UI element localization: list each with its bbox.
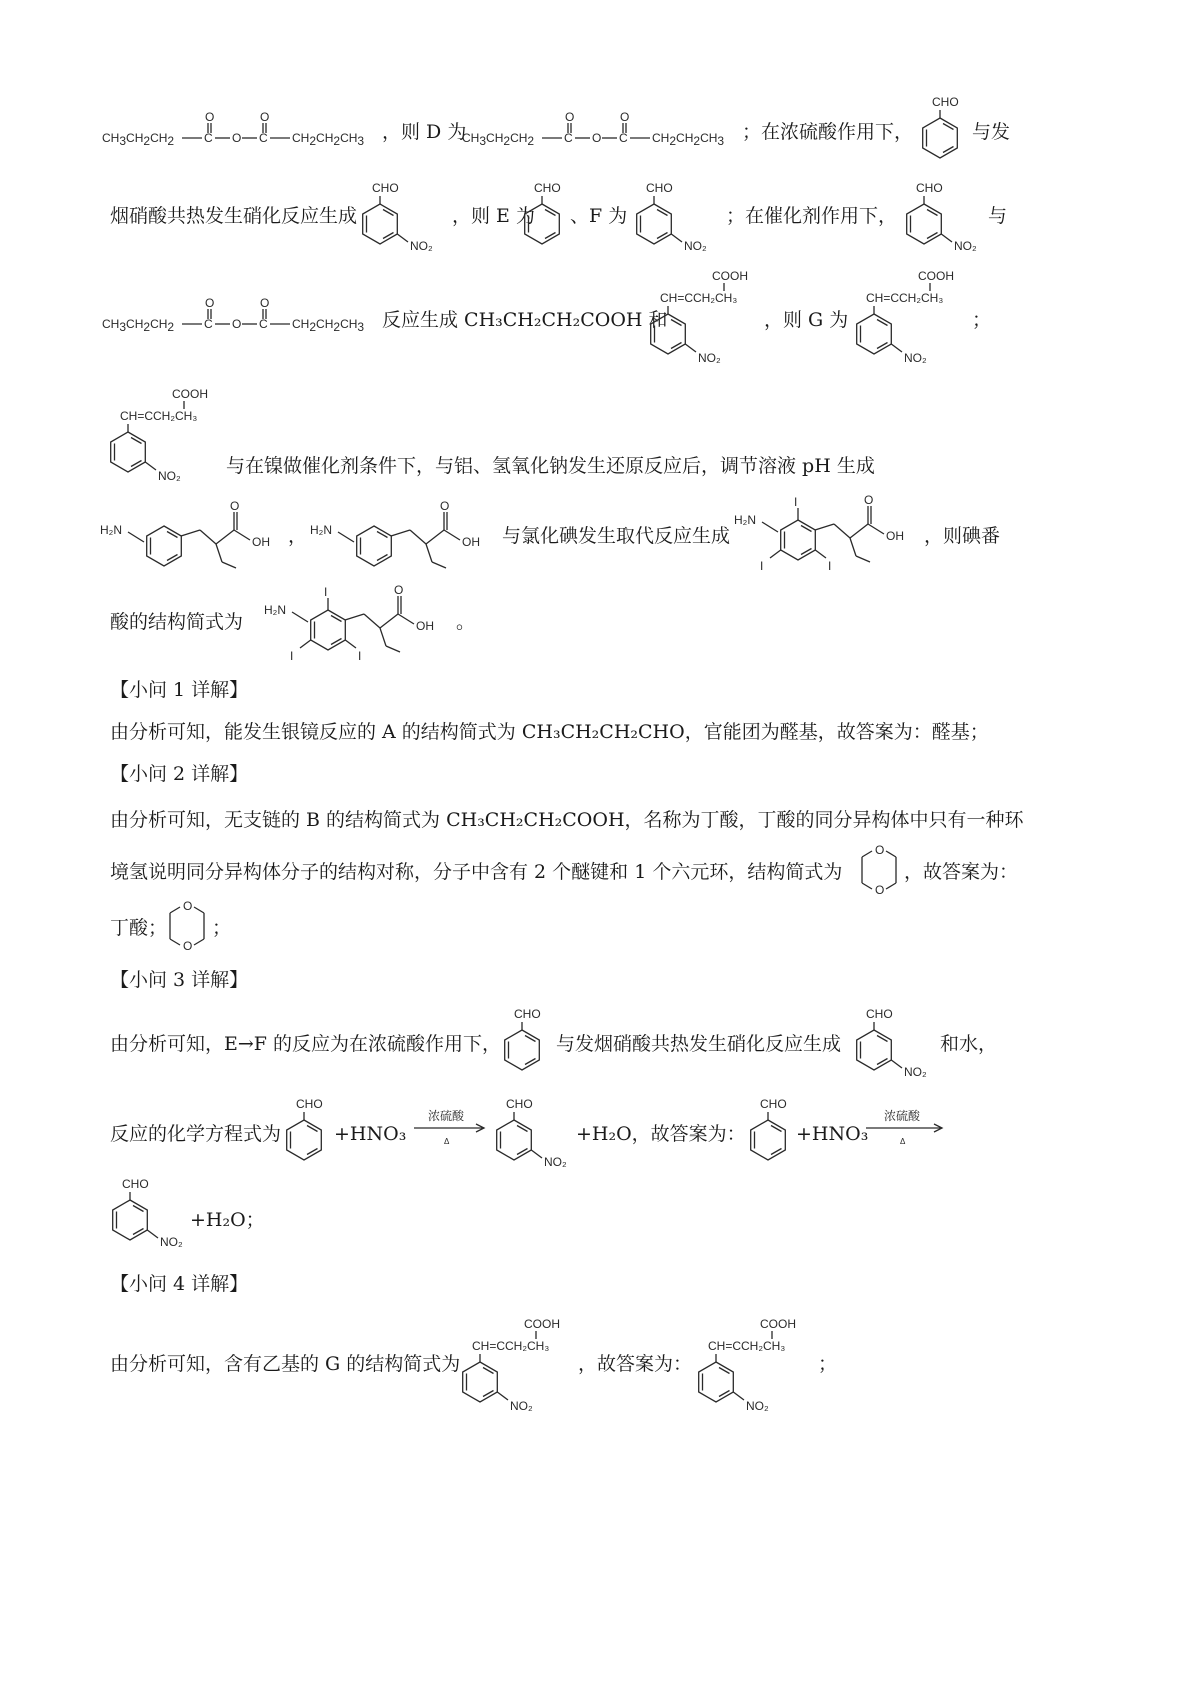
line1-text-b: ；在浓硫酸作用下，	[742, 121, 914, 143]
answer-q3-line1c: 和水，	[940, 1033, 998, 1055]
svg-text:浓硫酸: 浓硫酸	[428, 1109, 465, 1123]
benzaldehyde-structure-4	[740, 1094, 800, 1166]
svg-text:OH: OH	[416, 619, 434, 633]
answer-q2-line3a: 丁酸；	[110, 917, 168, 939]
m-nitrobenzaldehyde-structure-2	[896, 178, 996, 260]
svg-text:CH=CCH₂CH₃: CH=CCH₂CH₃	[120, 409, 198, 423]
svg-text:I: I	[828, 559, 832, 573]
line1-text-c: 与发	[972, 121, 1011, 143]
answer-q4-a: 由分析可知，含有乙基的 G 的结构简式为	[110, 1353, 461, 1375]
benzaldehyde-structure-3	[276, 1094, 336, 1166]
svg-text:O: O	[183, 939, 193, 953]
svg-text:H₂N: H₂N	[264, 603, 286, 617]
answer-q4-b: ，故答案为：	[578, 1353, 693, 1375]
svg-text:CH=CCH₂CH₃: CH=CCH₂CH₃	[708, 1339, 786, 1353]
svg-text:C: C	[204, 131, 213, 145]
nitro-cinnamic-acid-structure-2	[104, 384, 234, 490]
line4-text: 与在镍做催化剂条件下，与铝、氢氧化钠发生还原反应后，调节溶液 pH 生成	[226, 455, 875, 477]
heading-q3: 【小问 3 详解】	[110, 969, 249, 991]
svg-text:COOH: COOH	[760, 1317, 796, 1331]
svg-text:NO₂: NO₂	[746, 1399, 769, 1413]
line3-text-b: ，则 G 为	[764, 309, 849, 331]
svg-text:O: O	[230, 499, 240, 513]
iodinated-amino-acid-structure-1	[734, 494, 934, 584]
svg-text:CHO: CHO	[932, 95, 959, 109]
answer-q1: 由分析可知，能发生银镜反应的 A 的结构简式为 CH₃CH₂CH₂CHO，官能团为醛基，故答案为：醛基；	[110, 721, 989, 743]
svg-text:I: I	[324, 585, 328, 599]
svg-text:CHO: CHO	[514, 1007, 541, 1021]
svg-text:NO₂: NO₂	[160, 1235, 183, 1249]
svg-text:COOH: COOH	[712, 269, 748, 283]
svg-text:CH3CH2CH2: CH3CH2CH2	[462, 131, 535, 148]
line2-text-d: ；在催化剂作用下，	[726, 205, 898, 227]
iodipamide-acid-structure	[264, 584, 464, 674]
answer-q3-line3: +H₂O；	[190, 1209, 265, 1231]
compound-g-structure-2	[456, 1314, 586, 1420]
svg-text:NO₂: NO₂	[510, 1399, 533, 1413]
compound-d-structure	[462, 110, 742, 154]
svg-text:CHO: CHO	[534, 181, 561, 195]
dioxane-structure-2	[158, 898, 218, 958]
svg-text:CH3CH2CH2: CH3CH2CH2	[102, 317, 175, 334]
answer-q2-line2b: ，故答案为：	[904, 861, 1019, 883]
svg-text:浓硫酸: 浓硫酸	[884, 1109, 921, 1123]
svg-text:CHO: CHO	[646, 181, 673, 195]
svg-text:NO₂: NO₂	[954, 239, 977, 253]
svg-text:O: O	[875, 843, 885, 857]
svg-text:O: O	[260, 110, 270, 124]
svg-text:CH2CH2CH3: CH2CH2CH3	[292, 317, 365, 334]
benzaldehyde-structure-1	[912, 92, 972, 164]
svg-text:O: O	[440, 499, 450, 513]
svg-text:CH=CCH₂CH₃: CH=CCH₂CH₃	[472, 1339, 550, 1353]
svg-text:CHO: CHO	[866, 1007, 893, 1021]
svg-text:O: O	[232, 131, 242, 145]
answer-q3-hno3-1: +HNO₃	[334, 1123, 407, 1145]
line5-text-a: ，	[288, 525, 308, 547]
line2-text-b: ，则 E 为	[452, 205, 535, 227]
svg-text:C: C	[619, 131, 628, 145]
svg-text:O: O	[183, 899, 193, 913]
svg-text:O: O	[394, 583, 404, 597]
svg-text:O: O	[592, 131, 602, 145]
answer-q2-line2a: 境氢说明同分异构体分子的结构对称，分子中含有 2 个醚键和 1 个六元环，结构简式为	[110, 861, 843, 883]
amino-acid-structure-2	[310, 500, 510, 580]
svg-text:O: O	[875, 883, 885, 897]
answer-q2-line1: 由分析可知，无支链的 B 的结构简式为 CH₃CH₂CH₂COOH，名称为丁酸，丁酸的同分异构体中只有一种环	[110, 809, 1024, 831]
amino-acid-structure-1	[100, 500, 300, 580]
svg-text:NO₂: NO₂	[698, 351, 721, 365]
line2-text-c: 、F 为	[570, 205, 628, 227]
svg-text:I: I	[760, 559, 764, 573]
svg-text:CHO: CHO	[372, 181, 399, 195]
answer-q2-line3b: ；	[212, 917, 232, 939]
line6-text-a: 酸的结构简式为	[110, 611, 244, 633]
svg-text:C: C	[204, 317, 213, 331]
benzaldehyde-structure-2	[494, 1004, 554, 1076]
svg-text:CHO: CHO	[760, 1097, 787, 1111]
heading-q2: 【小问 2 详解】	[110, 763, 249, 785]
svg-text:I: I	[794, 495, 798, 509]
svg-text:C: C	[564, 131, 573, 145]
reaction-arrow-2	[864, 1108, 948, 1150]
svg-text:O: O	[565, 110, 575, 124]
compound-f-structure	[626, 178, 726, 260]
svg-text:CH2CH2CH3: CH2CH2CH3	[652, 131, 725, 148]
line3-text-a: 反应生成 CH₃CH₂CH₂COOH 和	[382, 309, 668, 331]
svg-text:CHO: CHO	[122, 1177, 149, 1191]
svg-text:NO₂: NO₂	[904, 1065, 927, 1079]
svg-text:NO₂: NO₂	[410, 239, 433, 253]
svg-text:COOH: COOH	[524, 1317, 560, 1331]
svg-text:CHO: CHO	[916, 181, 943, 195]
compound-g-structure-3	[692, 1314, 822, 1420]
answer-q3-line2a: 反应的化学方程式为	[110, 1123, 282, 1145]
svg-text:NO₂: NO₂	[158, 469, 181, 483]
heading-q1: 【小问 1 详解】	[110, 679, 249, 701]
svg-text:I: I	[290, 649, 294, 663]
line5-text-b: 与氯化碘发生取代反应生成	[502, 525, 731, 547]
svg-text:O: O	[232, 317, 242, 331]
m-nitrobenzaldehyde-structure-4	[486, 1094, 586, 1176]
line1-text-a: ，则 D 为	[382, 121, 467, 143]
heading-q4: 【小问 4 详解】	[110, 1273, 249, 1295]
svg-text:O: O	[205, 110, 215, 124]
answer-q4-c: ；	[818, 1353, 838, 1375]
svg-text:O: O	[620, 110, 630, 124]
answer-q3-line1b: 与发烟硝酸共热发生硝化反应生成	[556, 1033, 842, 1055]
reaction-arrow-1	[412, 1108, 488, 1150]
svg-text:H₂N: H₂N	[734, 513, 756, 527]
svg-text:I: I	[358, 649, 362, 663]
svg-text:CH=CCH₂CH₃: CH=CCH₂CH₃	[866, 291, 944, 305]
compound-g-structure-1	[850, 266, 980, 372]
svg-text:NO₂: NO₂	[904, 351, 927, 365]
svg-text:OH: OH	[252, 535, 270, 549]
svg-text:CH2CH2CH3: CH2CH2CH3	[292, 131, 365, 148]
svg-text:CHO: CHO	[506, 1097, 533, 1111]
svg-text:O: O	[205, 296, 215, 310]
svg-text:COOH: COOH	[918, 269, 954, 283]
svg-text:NO₂: NO₂	[684, 239, 707, 253]
svg-text:OH: OH	[886, 529, 904, 543]
svg-text:H₂N: H₂N	[310, 523, 332, 537]
nitro-cinnamic-acid-structure-1	[644, 266, 774, 372]
svg-text:CH=CCH₂CH₃: CH=CCH₂CH₃	[660, 291, 738, 305]
line2-text-a: 烟硝酸共热发生硝化反应生成	[110, 205, 358, 227]
line6-text-b: 。	[456, 611, 476, 633]
line5-text-c: ，则碘番	[924, 525, 1001, 547]
svg-text:C: C	[259, 317, 268, 331]
answer-q3-line1a: 由分析可知，E→F 的反应为在浓硫酸作用下，	[110, 1033, 502, 1055]
svg-text:CHO: CHO	[296, 1097, 323, 1111]
m-nitrobenzaldehyde-structure-5	[102, 1174, 202, 1256]
anhydride-formula: CH3CH2CH2	[102, 131, 175, 148]
svg-text:H₂N: H₂N	[100, 523, 122, 537]
svg-text:C: C	[259, 131, 268, 145]
m-nitrobenzaldehyde-structure-1	[352, 178, 452, 260]
dioxane-structure-1	[850, 842, 910, 902]
compound-e-structure	[514, 178, 574, 250]
svg-text:Δ: Δ	[900, 1137, 906, 1146]
svg-text:OH: OH	[462, 535, 480, 549]
line2-text-e: 与	[988, 205, 1008, 227]
svg-text:NO₂: NO₂	[544, 1155, 567, 1169]
svg-text:Δ: Δ	[444, 1137, 450, 1146]
svg-text:O: O	[260, 296, 270, 310]
butyric-anhydride-structure-1	[102, 110, 382, 154]
m-nitrobenzaldehyde-structure-3	[846, 1004, 946, 1086]
butyric-anhydride-structure-2	[102, 296, 382, 340]
svg-text:O: O	[864, 493, 874, 507]
line3-text-c: ；	[972, 309, 992, 331]
answer-q3-line2c: +H₂O，故答案为：	[576, 1123, 746, 1145]
svg-text:COOH: COOH	[172, 387, 208, 401]
answer-q3-hno3-2: +HNO₃	[796, 1123, 869, 1145]
